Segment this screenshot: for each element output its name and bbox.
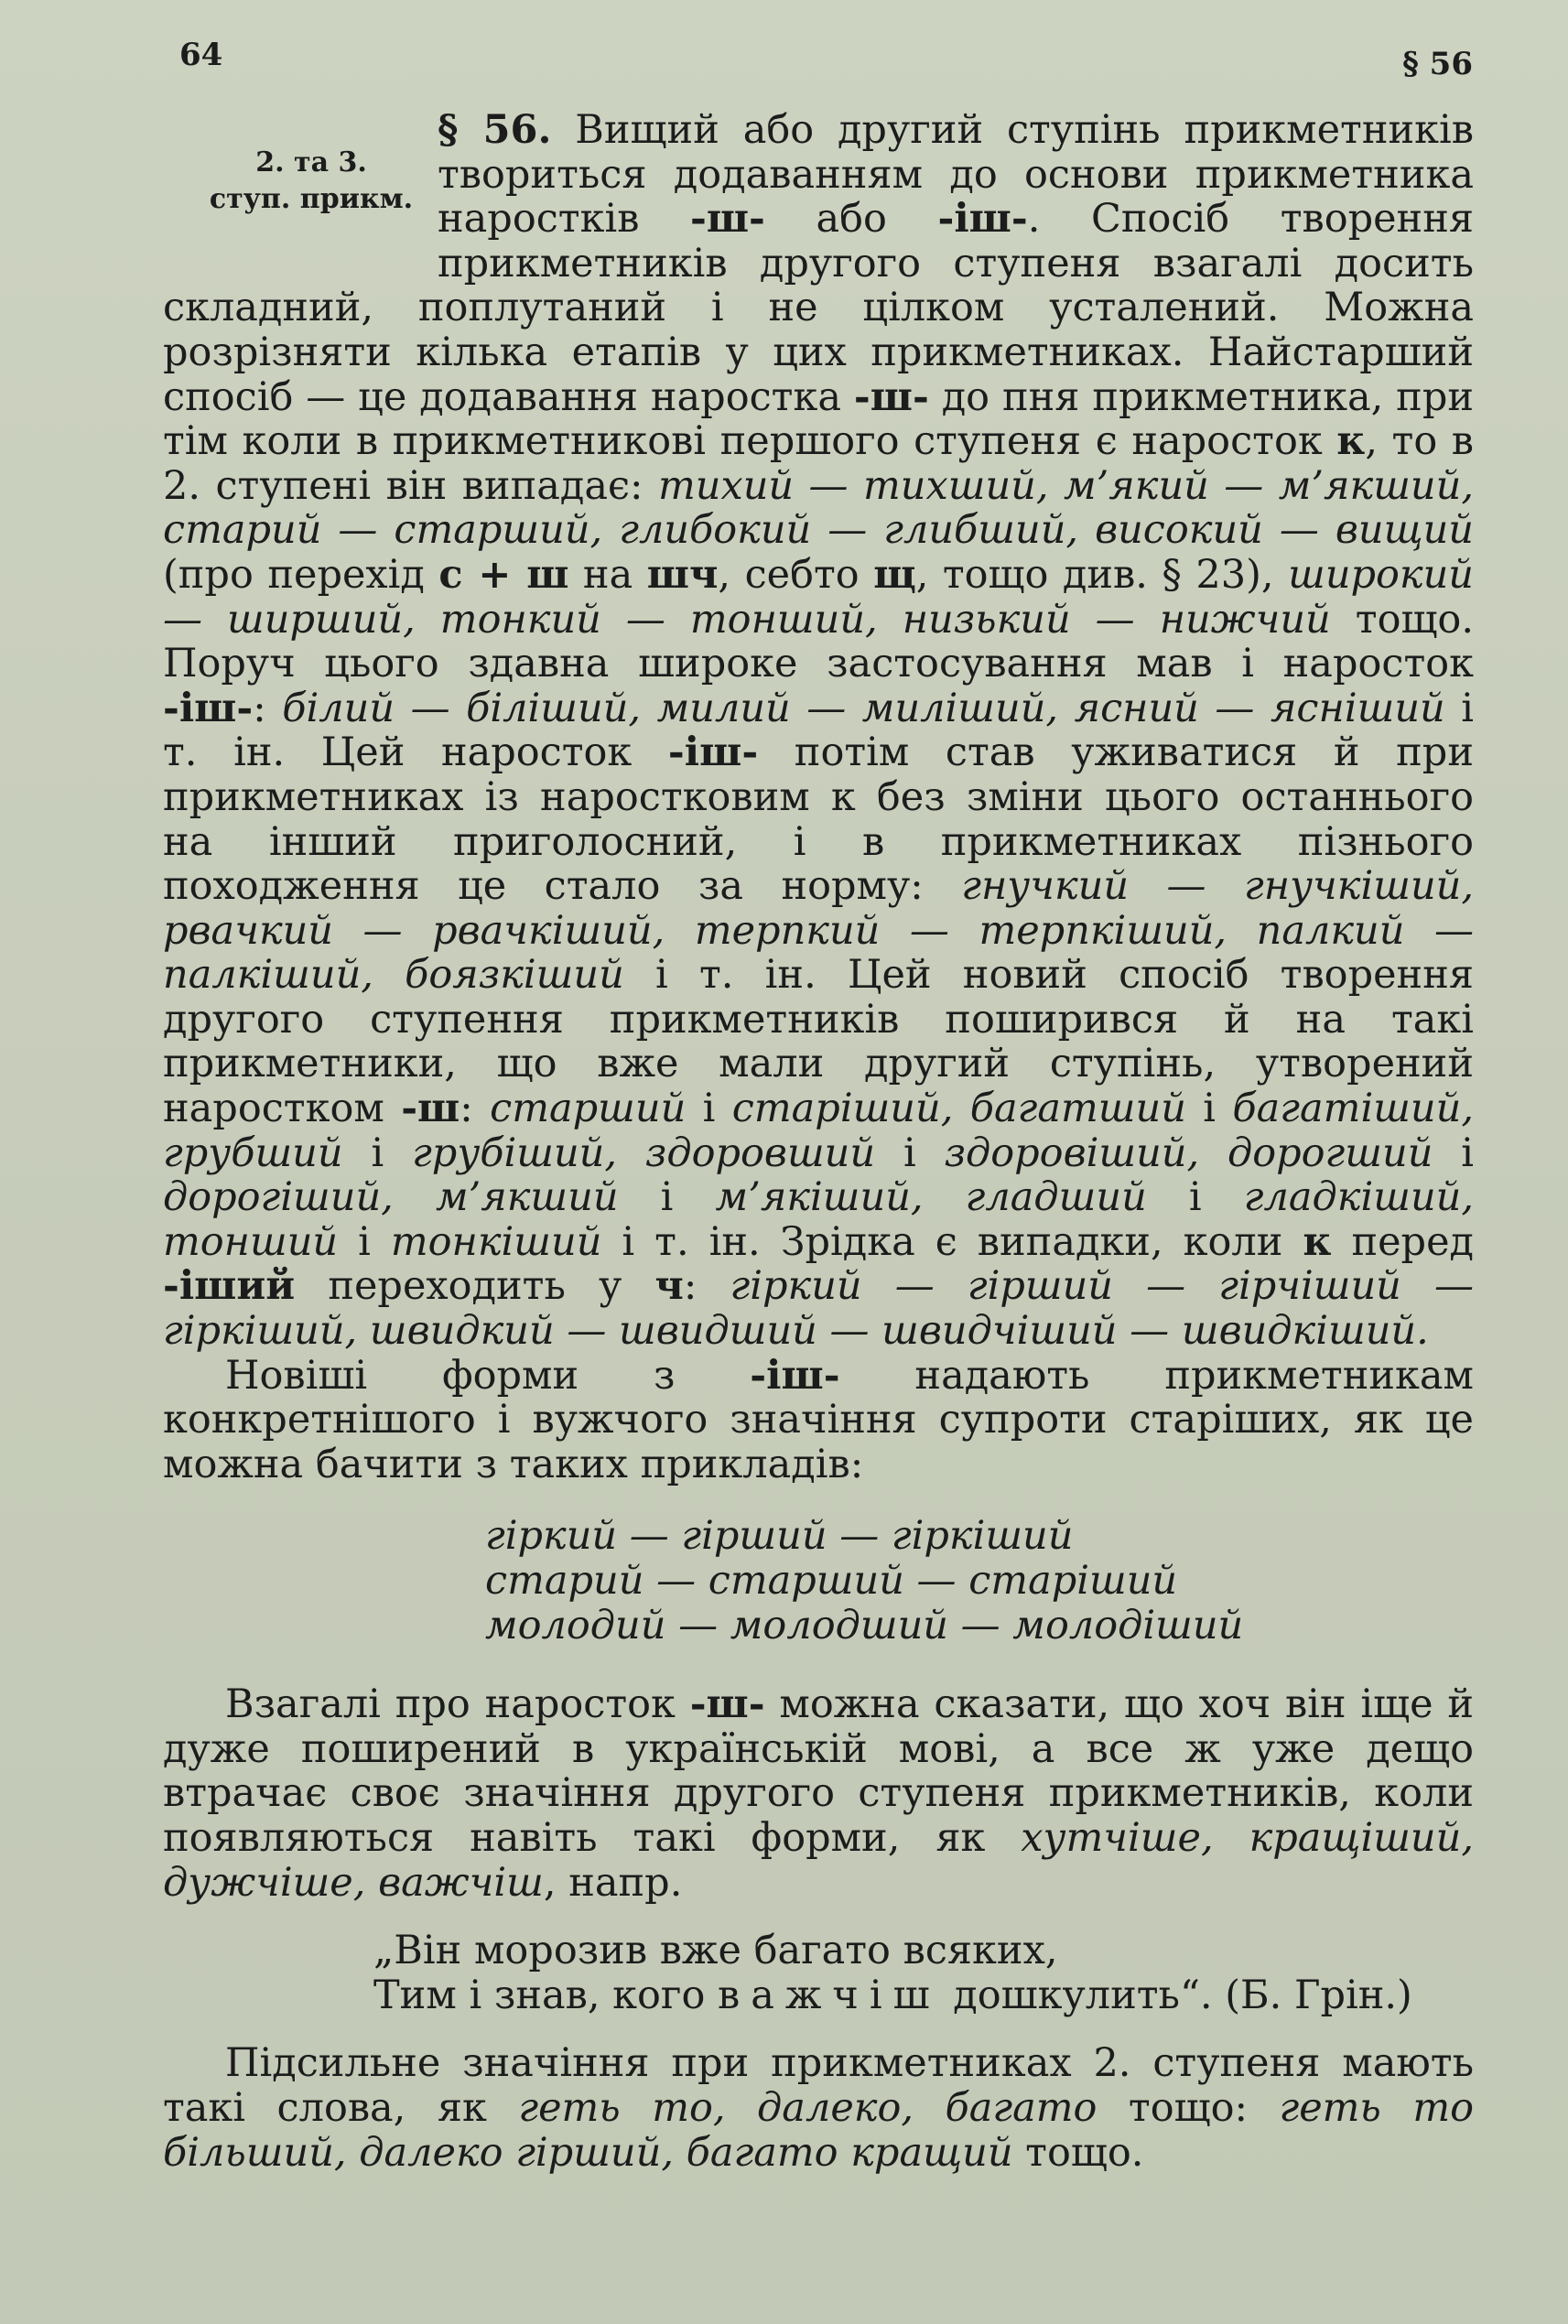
text: Тим і знав, кого <box>373 1972 719 2018</box>
italic-example: широкий — ширший, тонкий — тонший, низький — нижчий <box>163 551 1474 643</box>
text: можна сказати, що хоч він іще й дуже поширений в українській мові, а все ж уже дещо втрачає своє значіння другого ступеня прикметників, коли появляються навіть такі форми, як <box>163 1681 1474 1861</box>
text: і т. ін. Цей новий спосіб творення другого ступення прикметників поширився й на такі прикметники, що вже мали другий ступінь, утворений наростком <box>163 952 1474 1132</box>
italic-example: старший <box>490 1086 687 1132</box>
bold-term: с + ш <box>438 551 569 598</box>
text: , тощо див. § 23), <box>915 551 1289 598</box>
text: дошкулить“. (Б. Грін.) <box>940 1972 1412 2018</box>
text: : <box>253 685 283 731</box>
text: перед <box>1331 1218 1475 1265</box>
text: надають прикметникам конкретнішого і вужчого значіння супроти старіших, як це можна бачити з таких прикладів: <box>163 1352 1474 1487</box>
italic-example: гладкіший, тонший <box>163 1174 1475 1265</box>
text: : <box>460 1086 491 1132</box>
italic-example: геть то більший, далеко гірший, багато кращий <box>163 2084 1474 2176</box>
italic-example: старіший, багатший <box>731 1086 1186 1132</box>
paragraph-1 <box>163 108 1474 1354</box>
italic-example: тонкіший <box>390 1218 602 1265</box>
text: переходить у <box>295 1263 655 1310</box>
bold-term: -ш- <box>853 373 929 420</box>
example-line: молодий — молодший — молодіший <box>485 1602 1244 1648</box>
bold-term: -іш- <box>667 730 759 776</box>
italic-example: здоровіший, дорогший <box>944 1130 1433 1176</box>
italic-example: геть то, далеко, багато <box>518 2084 1098 2131</box>
paragraph-2 <box>163 1354 1474 1487</box>
text: потім став уживатися й при прикметниках із наростковим к без зміни цього останнього на інший приголосний, і в прикметниках пізнього походження це стало за норму: <box>163 730 1474 910</box>
italic-example: хутчіше, кращіший, дужчіше, важчіш <box>163 1814 1474 1906</box>
italic-example: гіркий — гірший — гірчіший — гіркіший, швидкий — швидший — швидчіший — швидкіший. <box>163 1263 1475 1355</box>
quote-line-2 <box>373 1973 1474 2018</box>
margin-note-spacer <box>163 108 438 245</box>
poem-quote <box>373 1929 1474 2017</box>
italic-example: тихий — тихший, м’який — м’якший, старий — старший, глибокий — глибший, високий — вищий <box>163 462 1474 554</box>
italic-example: дорогіший, м’якший <box>163 1174 619 1221</box>
text: і т. ін. Цей наросток <box>163 685 1474 776</box>
bold-term: -ш- <box>689 1681 765 1728</box>
text: . Спосіб творення прикметників другого ступеня взагалі досить складний, поплутаний і не цілком усталений. Можна розрізняти кілька етапів у цих прикметниках. Найстарший спосіб — це додавання наростка <box>163 196 1475 420</box>
page-number: 64 <box>179 37 223 73</box>
text: Новіші форми з <box>225 1352 751 1399</box>
text: і <box>338 1218 391 1265</box>
quote-line-1: „Він морозив вже багато всяких, <box>373 1928 1058 1974</box>
bold-term: -ш- <box>690 196 765 243</box>
bold-term: -іший <box>163 1263 296 1310</box>
text: і <box>1185 1086 1233 1132</box>
italic-example: м’якіший, гладший <box>715 1174 1147 1221</box>
text: і <box>686 1086 732 1132</box>
text: Підсильне значіння при прикметниках 2. ступеня мають такі слова, як <box>163 2040 1474 2131</box>
examples-block <box>485 1514 1474 1648</box>
example-line: гіркий — гірший — гіркіший <box>485 1513 1074 1560</box>
text: , то в 2. ступені він випадає: <box>163 418 1474 509</box>
bold-term: -іш- <box>750 1352 840 1399</box>
italic-example: гнучкий — гнучкіший, рвачкий — рвачкіший, терпкий — терпкіший, палкий — палкіший, боязкіший <box>163 863 1474 999</box>
bold-term: щ <box>873 551 916 598</box>
spaced-word: важчіш <box>718 1972 941 2018</box>
bold-term: к <box>1336 418 1366 465</box>
text: , напр. <box>543 1859 683 1906</box>
text: до пня прикметника, при тім коли в прикметникові першого ступеня є наросток <box>163 373 1475 465</box>
text: на <box>568 551 647 598</box>
paragraph-4 <box>163 2041 1474 2175</box>
text: Взагалі про наросток <box>225 1681 690 1728</box>
italic-example: білий — біліший, милий — миліший, ясний — ясніший <box>282 685 1445 731</box>
bold-term: ч <box>654 1263 684 1310</box>
text: або <box>764 196 938 243</box>
bold-term: к <box>1303 1218 1332 1265</box>
section-mark: § 56. <box>438 107 552 153</box>
example-line: старий — старший — старіший <box>485 1558 1178 1604</box>
margin-note-line-1: 2. та 3. <box>255 146 367 178</box>
text: : <box>683 1263 730 1310</box>
text: і <box>618 1174 716 1221</box>
margin-note-line-2: ступ. прикм. <box>209 183 414 215</box>
text: і т. ін. Зрідка є випадки, коли <box>601 1218 1303 1265</box>
bold-term: шч <box>646 551 719 598</box>
italic-example: грубіший, здоровший <box>412 1130 876 1176</box>
text: Вищий або другий ступінь прикметників твориться додаванням до основи прикметника наростків <box>438 107 1474 243</box>
text: тощо. <box>1012 2129 1144 2176</box>
paragraph-3 <box>163 1682 1474 1905</box>
text: і <box>875 1130 945 1176</box>
running-header-section: § 56 <box>1402 46 1473 82</box>
text: тощо. Поруч цього здавна широке застосування мав і наросток <box>163 596 1474 687</box>
text: і <box>342 1130 413 1176</box>
text: і <box>1433 1130 1475 1176</box>
text: і <box>1146 1174 1244 1221</box>
bold-term: -іш- <box>937 196 1028 243</box>
italic-example: багатіший, грубший <box>163 1086 1474 1176</box>
body-text <box>163 108 1474 2175</box>
text: , себто <box>718 551 874 598</box>
text: тощо: <box>1097 2084 1280 2131</box>
bold-term: -ш <box>401 1086 460 1132</box>
text: (про перехід <box>163 551 439 598</box>
bold-term: -іш- <box>163 685 254 731</box>
